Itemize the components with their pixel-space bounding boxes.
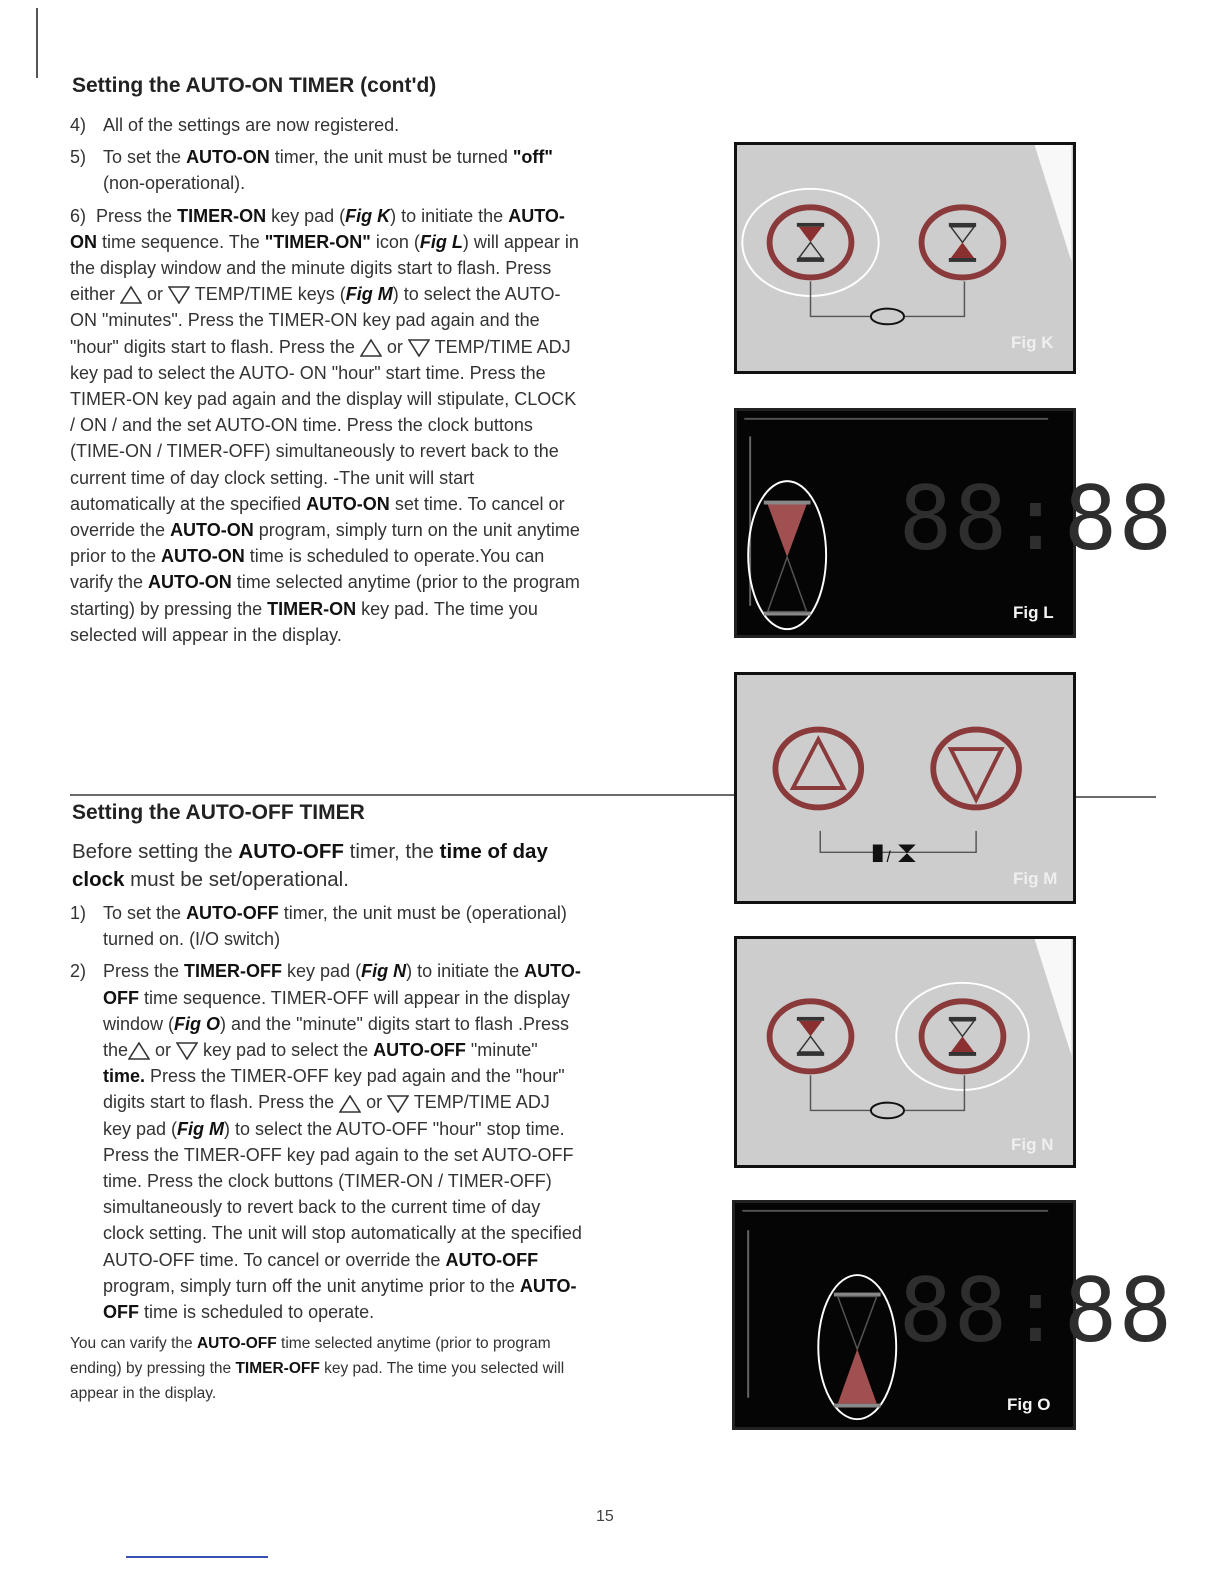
down-triangle-icon xyxy=(176,1042,198,1060)
lcd-digits: 88:88 xyxy=(899,1259,1174,1362)
margin-mark xyxy=(36,8,38,78)
up-triangle-icon xyxy=(120,286,142,304)
auto-off-closing: You can varify the AUTO-OFF time selected anytime (prior to program ending) by pressing the TIMER-OFF key pad. The time you selected will appear in the display. xyxy=(70,1335,565,1403)
step-number: 6) xyxy=(70,205,87,226)
hourglass-timer-off-icon xyxy=(922,207,1004,277)
figure-label: Fig K xyxy=(1011,333,1054,352)
step-text: All of the settings are now registered. xyxy=(103,115,400,135)
figure-label: Fig L xyxy=(1013,603,1054,622)
figure-label: Fig O xyxy=(1007,1395,1051,1414)
figure-n xyxy=(734,936,1076,1168)
figure-m xyxy=(734,672,1076,904)
step-number: 4) xyxy=(70,115,87,135)
page-number: 15 xyxy=(596,1508,614,1525)
up-triangle-icon xyxy=(360,339,382,357)
up-triangle-icon xyxy=(339,1095,361,1113)
svg-text:/: / xyxy=(886,849,891,867)
step-number: 5) xyxy=(70,147,87,168)
section-divider xyxy=(70,794,738,796)
hourglass-timer-off-icon xyxy=(922,1001,1004,1071)
step-text: To set the AUTO-ON timer, the unit must be turned "off" (non-operational). xyxy=(103,147,553,194)
step-text: Press the TIMER-OFF key pad (Fig N) to initiate the AUTO-OFF time sequence. TIMER-OFF will appear in the display window (Fig O) and the "minute" digits start to flash .Press the or key pad to select the AUTO-OFF "minute" time. Press the TIMER-OFF key pad again and the "hour" digits start to flash. Press the or TEMP/TIME ADJ key pad (Fig M) to select the AUTO-OFF "hour" stop time. Press the TIMER-OFF key pad again to the set AUTO-OFF time. Press the clock buttons (TIMER-ON / TIMER-OFF) simultaneously to revert back to the current time of day clock setting. The unit will stop automatically at the specified AUTO-OFF time. To cancel or override the AUTO-OFF program, simply turn off the unit anytime prior to the AUTO-OFF time is scheduled to operate. xyxy=(103,961,582,1323)
hourglass-timer-on-icon xyxy=(770,207,852,277)
section-divider-right xyxy=(1076,796,1156,798)
down-triangle-icon xyxy=(387,1095,409,1113)
hourglass-timer-on-icon xyxy=(770,1001,852,1071)
keypad-temp-time xyxy=(737,675,1073,901)
figure-o xyxy=(732,1200,1174,1430)
step-5 xyxy=(70,144,582,196)
keypad-timer-off-highlight xyxy=(737,939,1073,1165)
step-text: To set the AUTO-OFF timer, the unit must be (operational) turned on. (I/O switch) xyxy=(103,903,567,950)
step-number: 2) xyxy=(70,961,87,982)
lcd-digits: 88:88 xyxy=(899,467,1174,570)
step-number: 1) xyxy=(70,903,87,923)
down-triangle-icon xyxy=(408,339,430,357)
hourglass-timer-on-icon xyxy=(764,501,811,616)
down-triangle-icon xyxy=(168,286,190,304)
section-heading-auto-off: Setting the AUTO-OFF TIMER xyxy=(72,801,365,824)
figure-l xyxy=(734,408,1174,638)
auto-on-steps xyxy=(70,112,582,648)
up-triangle-icon xyxy=(775,730,861,808)
down-triangle-icon xyxy=(933,730,1019,808)
figure-label: Fig M xyxy=(1013,869,1058,888)
step-1 xyxy=(70,900,582,952)
figure-k xyxy=(734,142,1076,374)
hourglass-timer-off-icon xyxy=(834,1293,881,1408)
footer-underline xyxy=(126,1556,268,1558)
auto-off-intro: Before setting the AUTO-OFF timer, the time of day clock must be set/operational. xyxy=(72,840,548,891)
figure-label: Fig N xyxy=(1011,1135,1054,1154)
section-heading-auto-on: Setting the AUTO-ON TIMER (cont'd) xyxy=(72,74,437,97)
step-2 xyxy=(70,958,582,1325)
auto-off-steps xyxy=(70,838,582,1406)
step-6: 6) Press the TIMER-ON key pad (Fig K) to initiate the AUTO-ON time sequence. The "TIMER-ON" icon (Fig L) will appear in the display window and the minute digits start to flash. Press either or TEMP/TIME keys (Fig M) to select the AUTO-ON "minutes". Press the TIMER-ON key pad again and the "hour" digits start to flash. Press the or TEMP/TIME ADJ key pad to select the AUTO- ON "hour" start time. Press the TIMER-ON key pad again and the display will stipulate, CLOCK / ON / and the set AUTO-ON time. Press the clock buttons (TIME-ON / TIMER-OFF) simultaneously to revert back to the current time of day clock setting. -The unit will start automatically at the specified AUTO-ON set time. To cancel or override the AUTO-ON program, simply turn on the unit anytime prior to the AUTO-ON time is scheduled to operate.You can varify the AUTO-ON time selected anytime (prior to the program starting) by pressing the TIMER-ON key pad. The time you selected will appear in the display. xyxy=(70,205,580,645)
step-4 xyxy=(70,112,582,138)
up-triangle-icon xyxy=(128,1042,150,1060)
